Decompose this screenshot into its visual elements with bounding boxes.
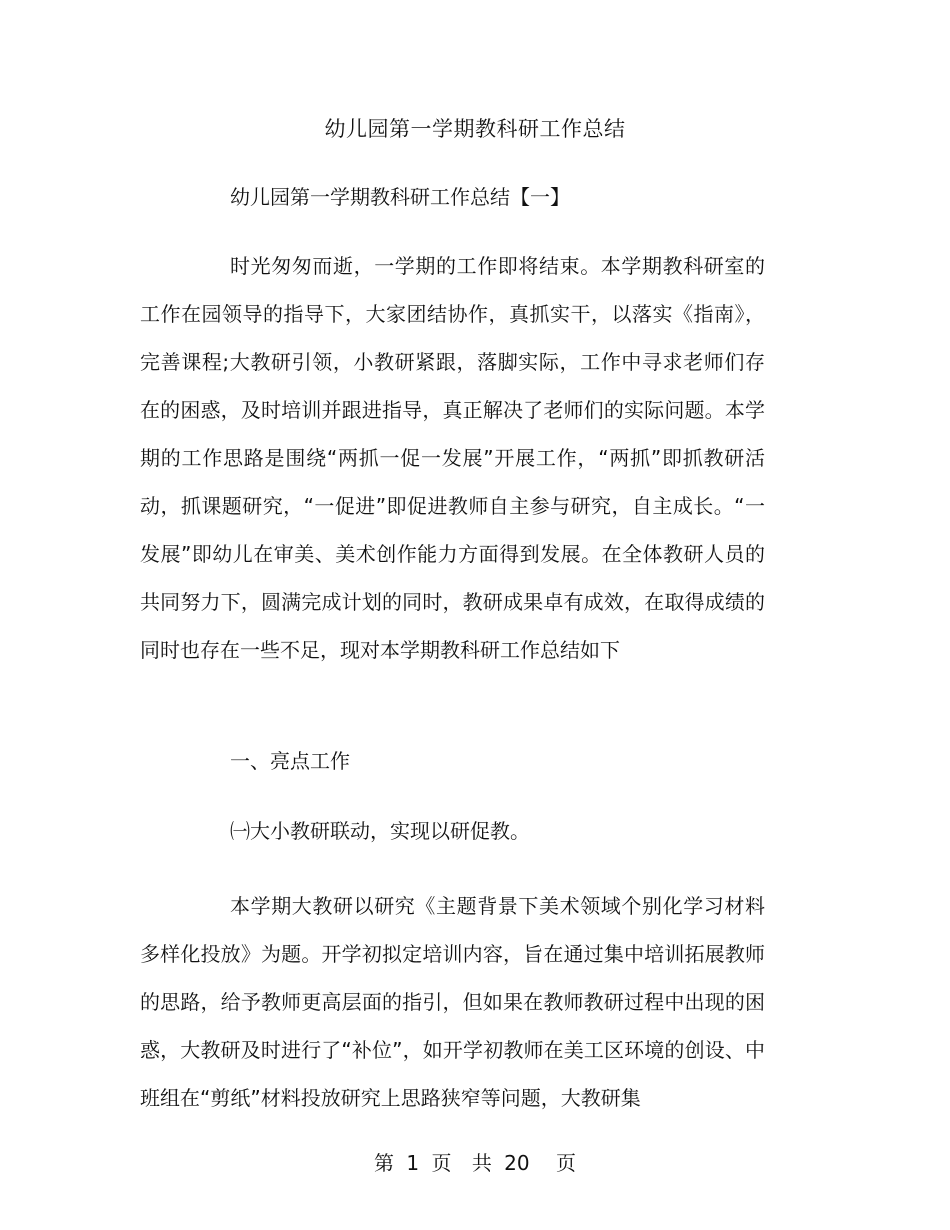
footer-total-pages: 20	[504, 1151, 530, 1175]
footer-page-label: 页	[431, 1151, 452, 1175]
body-paragraph-2: 本学期大教研以研究《主题背景下美术领域个别化学习材料多样化投放》为题。开学初拟定培训内容，旨在通过集中培训拓展教师的思路，给予教师更高层面的指引，但如果在教师教研过程中出现的困惑，大教研及时进行了“补位”，如开学初教师在美工区环境的创设、中班组在“剪纸”材料投放研究上思路狭窄等问题，大教研集	[140, 894, 765, 1110]
document-title: 幼儿园第一学期教科研工作总结	[324, 117, 626, 141]
section-heading-1: 一、亮点工作	[230, 749, 350, 773]
page-footer	[0, 1148, 950, 1178]
footer-page-number: 1	[406, 1151, 420, 1175]
body-paragraph-1: 时光匆匆而逝，一学期的工作即将结束。本学期教科研室的工作在园领导的指导下，大家团结协作，真抓实干，以落实《指南》，完善课程;大教研引领，小教研紧跟，落脚实际，工作中寻求老师们存在的困惑，及时培训并跟进指导，真正解决了老师们的实际问题。本学期的工作思路是围绕“两抓一促一发展”开展工作，“两抓”即抓教研活动，抓课题研究，“一促进”即促进教师自主参与研究，自主成长。“一发展”即幼儿在审美、美术创作能力方面得到发展。在全体教研人员的共同努力下，圆满完成计划的同时，教研成果卓有成效，在取得成绩的同时也存在一些不足，现对本学期教科研工作总结如下	[140, 254, 765, 662]
footer-prefix: 第	[374, 1151, 394, 1175]
footer-total-prefix: 共	[471, 1151, 492, 1175]
subsection-heading-1: ㈠大小教研联动，实现以研促教。	[230, 819, 530, 843]
document-subtitle: 幼儿园第一学期教科研工作总结【一】	[230, 185, 570, 209]
footer-total-label: 页	[555, 1151, 576, 1175]
